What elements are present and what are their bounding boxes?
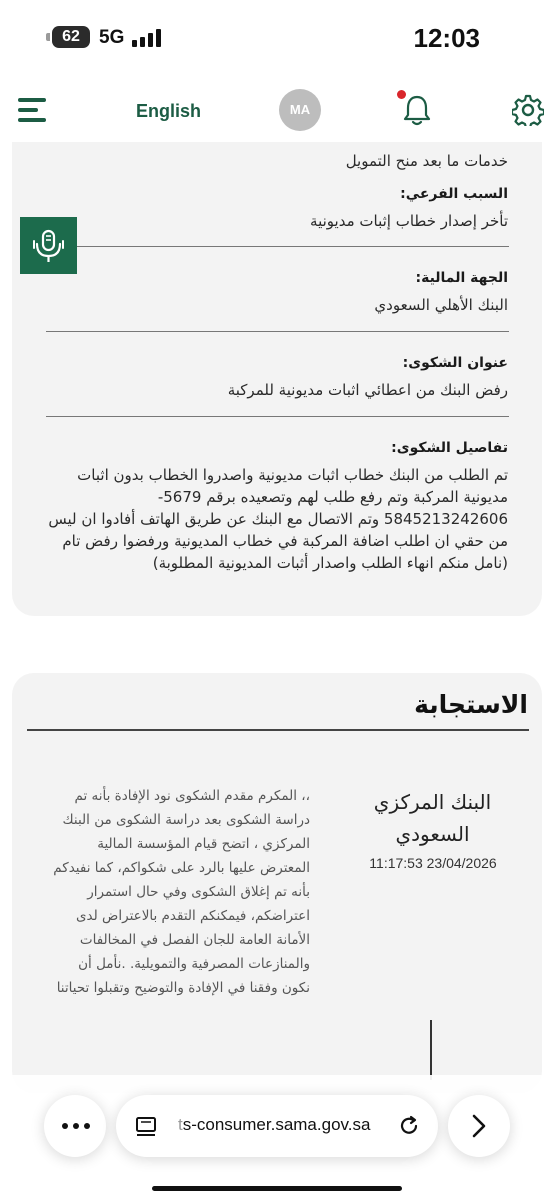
tabs-icon[interactable]: [134, 1115, 158, 1139]
response-title: الاستجابة: [414, 690, 528, 719]
battery-indicator: 62: [52, 26, 90, 48]
app-header: [0, 80, 554, 142]
clock: 12:03: [413, 23, 480, 53]
complaint-title-label: عنوان الشكوى:: [402, 355, 508, 371]
language-toggle-link[interactable]: English: [136, 101, 202, 121]
network-type: 5G: [99, 27, 125, 48]
url-domain: s-consumer.sama.gov.sa: [182, 1115, 371, 1134]
voice-input-button[interactable]: [20, 217, 77, 274]
sub-reason-label: السبب الفرعي:: [400, 186, 508, 202]
microphone-icon: [20, 217, 77, 274]
financial-entity-label: الجهة المالية:: [415, 270, 508, 286]
complaint-details-field: [38, 440, 508, 574]
home-indicator: [152, 1186, 402, 1191]
browser-toolbar: [0, 1075, 554, 1200]
hamburger-icon[interactable]: [18, 98, 46, 122]
response-datetime: 11:17:53 23/04/2026: [369, 855, 497, 871]
avatar[interactable]: MA: [279, 89, 321, 131]
complaint-details-value: تم الطلب من البنك خطاب اثبات مديونية واصدروا الخطاب بدون اثبات مديونية المركبة وتم رفع طلب لهم وتصعيده برقم 5679-5845213242606 وتم الاتصال مع البنك عن طريق الهاتف أفادوا ان ليس من حقي ان اطلب اضافة المركبة في خطاب المديونية ورفضوا رفض تام (نامل منكم انهاء الطلب واصدار أثبات المديونية المطلوبة): [48, 466, 508, 572]
complaint-details-label: تفاصيل الشكوى:: [391, 440, 508, 456]
more-icon: [62, 1123, 90, 1129]
timeline-line: [430, 1020, 432, 1080]
url-text[interactable]: [178, 1115, 370, 1135]
financial-entity-value: البنك الأهلي السعودي: [374, 296, 508, 314]
response-text: ،، المكرم مقدم الشكوى نود الإفادة بأنه تم دراسة الشكوى بعد دراسة الشكوى من البنك المركزي ، اتضح قيام المؤسسة المالية المعترض عليها بالرد على شكواكم، كما نفيدكم بأنه تم إغلاق الشكوى وفي حال استمرار اعتراضكم، فيمكنكم التقدم بالاعتراض لدى الأمانة العامة للجان الفصل في المخالفات والمنازعات المصرفية والتمويلية. .نأمل أن نكون وفقنا في الإفادة والتوضيح وتقبلوا تحياتنا: [53, 788, 310, 996]
bell-icon[interactable]: [400, 92, 434, 128]
complaint-title-field: [38, 355, 508, 401]
financial-entity-field: [38, 270, 508, 316]
status-bar: [0, 0, 554, 80]
forward-button[interactable]: [448, 1095, 510, 1157]
address-bar[interactable]: [116, 1095, 438, 1157]
service-value: خدمات ما بعد منح التمويل: [345, 152, 508, 170]
signal-icon: [132, 29, 162, 47]
complaint-title-value: رفض البنك من اعطائي اثبات مديونية للمركبة: [227, 381, 508, 399]
reload-icon[interactable]: [398, 1115, 420, 1137]
service-field: [38, 150, 508, 172]
gear-icon[interactable]: [512, 94, 544, 126]
divider: [46, 416, 509, 417]
sub-reason-value: تأخر إصدار خطاب إثبات مديونية: [310, 212, 508, 230]
response-title-underline: [27, 729, 529, 731]
url-prefix: t: [178, 1115, 183, 1134]
response-entity: البنك المركزي السعودي: [373, 790, 492, 846]
chevron-right-icon: [470, 1114, 488, 1138]
sub-reason-field: [38, 186, 508, 232]
more-button[interactable]: [44, 1095, 106, 1157]
divider: [46, 246, 509, 247]
divider: [46, 331, 509, 332]
